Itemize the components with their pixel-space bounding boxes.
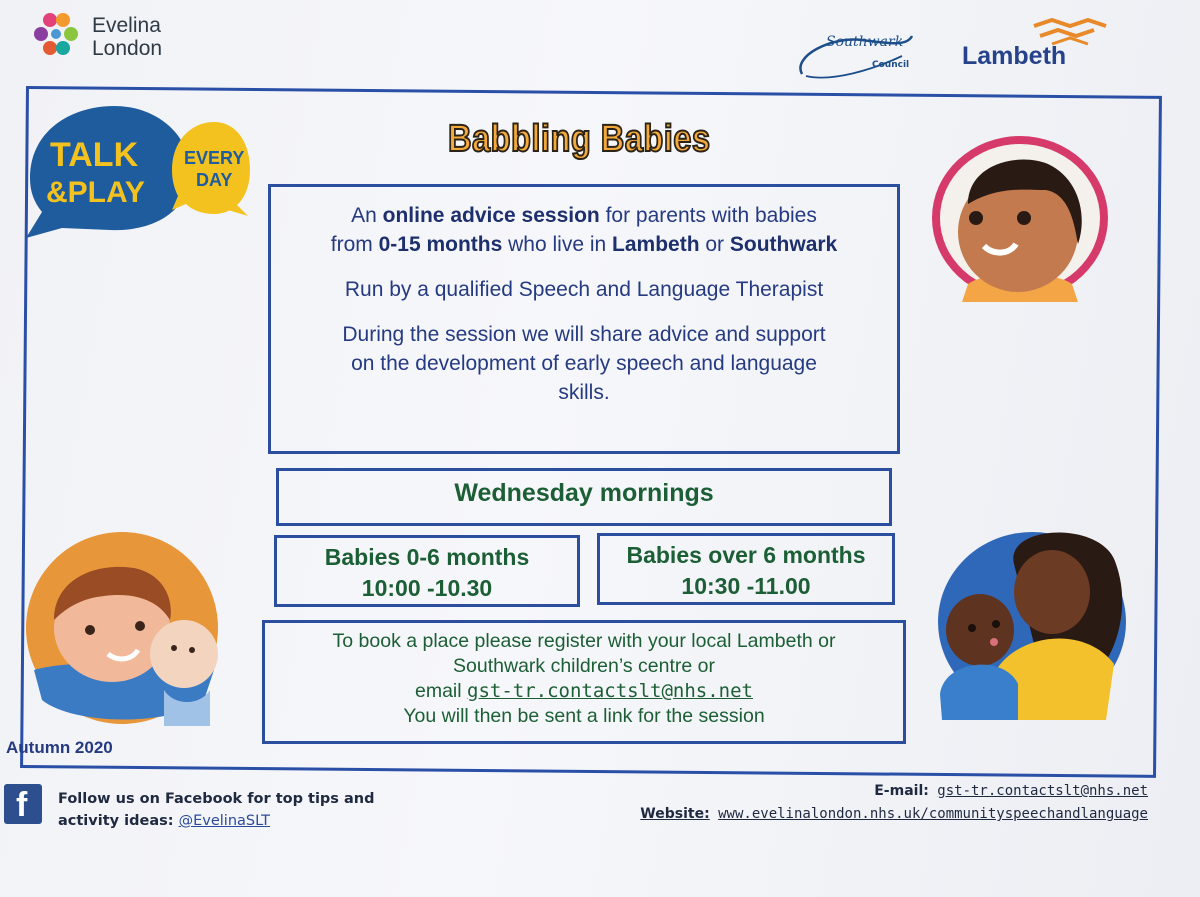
- website-link[interactable]: www.evelinalondon.nhs.uk/communityspeechandlanguage: [718, 806, 1148, 822]
- facebook-line2-text: activity ideas:: [58, 813, 179, 829]
- slot-box-young: [274, 535, 580, 607]
- info-box: [268, 184, 900, 454]
- lambeth-wordmark: Lambeth: [962, 42, 1067, 70]
- booking-line: You will then be sent a link for the session: [403, 705, 765, 727]
- slot-box-older: [597, 533, 895, 605]
- facebook-handle-link[interactable]: @EvelinaSLT: [178, 813, 271, 829]
- slot-time: 10:30 -11.00: [681, 573, 811, 599]
- booking-line: email: [414, 680, 468, 702]
- session-line: During the session we will share advice and support: [342, 323, 826, 346]
- boy-and-baby-illustration: [24, 530, 220, 726]
- facebook-glyph: f: [16, 786, 28, 824]
- southwark-council-label: Council: [872, 60, 910, 70]
- session-line: skills.: [558, 381, 610, 404]
- intro-paragraph: [271, 201, 897, 259]
- day-box: [276, 468, 892, 526]
- every-line2: DAY: [196, 170, 233, 190]
- slot-label: Babies over 6 months: [626, 542, 866, 568]
- intro-text: or: [699, 233, 730, 256]
- facebook-icon[interactable]: [4, 784, 42, 824]
- talk-line2: &PLAY: [46, 176, 145, 209]
- facebook-promo: [58, 788, 438, 832]
- evelina-line2: London: [92, 37, 163, 60]
- baby-face-illustration: [928, 134, 1112, 302]
- every-line1: EVERY: [184, 148, 245, 168]
- intro-emphasis: 0-15 months: [378, 233, 503, 256]
- website-label: Website:: [640, 806, 710, 822]
- facebook-line2: [58, 810, 438, 832]
- intro-emphasis: Lambeth: [612, 233, 700, 256]
- footer-email-link[interactable]: gst-tr.contactslt@nhs.net: [937, 783, 1148, 799]
- intro-emphasis: Southwark: [729, 233, 838, 256]
- talk-and-play-badge-icon: [22, 100, 254, 240]
- intro-text: An: [351, 204, 383, 227]
- session-line: on the development of early speech and language: [351, 352, 817, 375]
- evelina-line1: Evelina: [92, 14, 161, 37]
- contact-details: [640, 780, 1148, 826]
- season-label: Autumn 2020: [6, 738, 113, 757]
- mother-and-baby-illustration: [934, 524, 1130, 720]
- slot-time: 10:00 -10.30: [361, 575, 493, 601]
- intro-text: who live in: [502, 233, 613, 256]
- booking-email-line: [265, 679, 903, 704]
- slot-label: Babies 0-6 months: [324, 544, 530, 570]
- booking-email-link[interactable]: gst-tr.contactslt@nhs.net: [467, 680, 753, 702]
- talk-line1: TALK: [50, 136, 139, 174]
- facebook-line1: Follow us on Facebook for top tips and: [58, 791, 375, 807]
- flyer-title: Babbling Babies: [448, 118, 711, 160]
- contact-website-row: [640, 803, 1148, 826]
- contact-email-row: [640, 780, 1148, 803]
- southwark-name: Southwark: [826, 34, 904, 50]
- evelina-london-wordmark: [92, 14, 162, 60]
- email-label: E-mail:: [874, 783, 929, 799]
- booking-box: [262, 620, 906, 744]
- intro-text: from: [330, 233, 379, 256]
- booking-line: To book a place please register with your local Lambeth or: [332, 630, 836, 652]
- intro-emphasis: online advice session: [382, 204, 600, 227]
- booking-line: Southwark children’s centre or: [453, 655, 715, 677]
- therapist-paragraph: Run by a qualified Speech and Language Therapist: [344, 278, 824, 301]
- intro-text: for parents with babies: [599, 204, 817, 227]
- session-day: Wednesday mornings: [454, 479, 714, 507]
- session-paragraph: [271, 320, 897, 407]
